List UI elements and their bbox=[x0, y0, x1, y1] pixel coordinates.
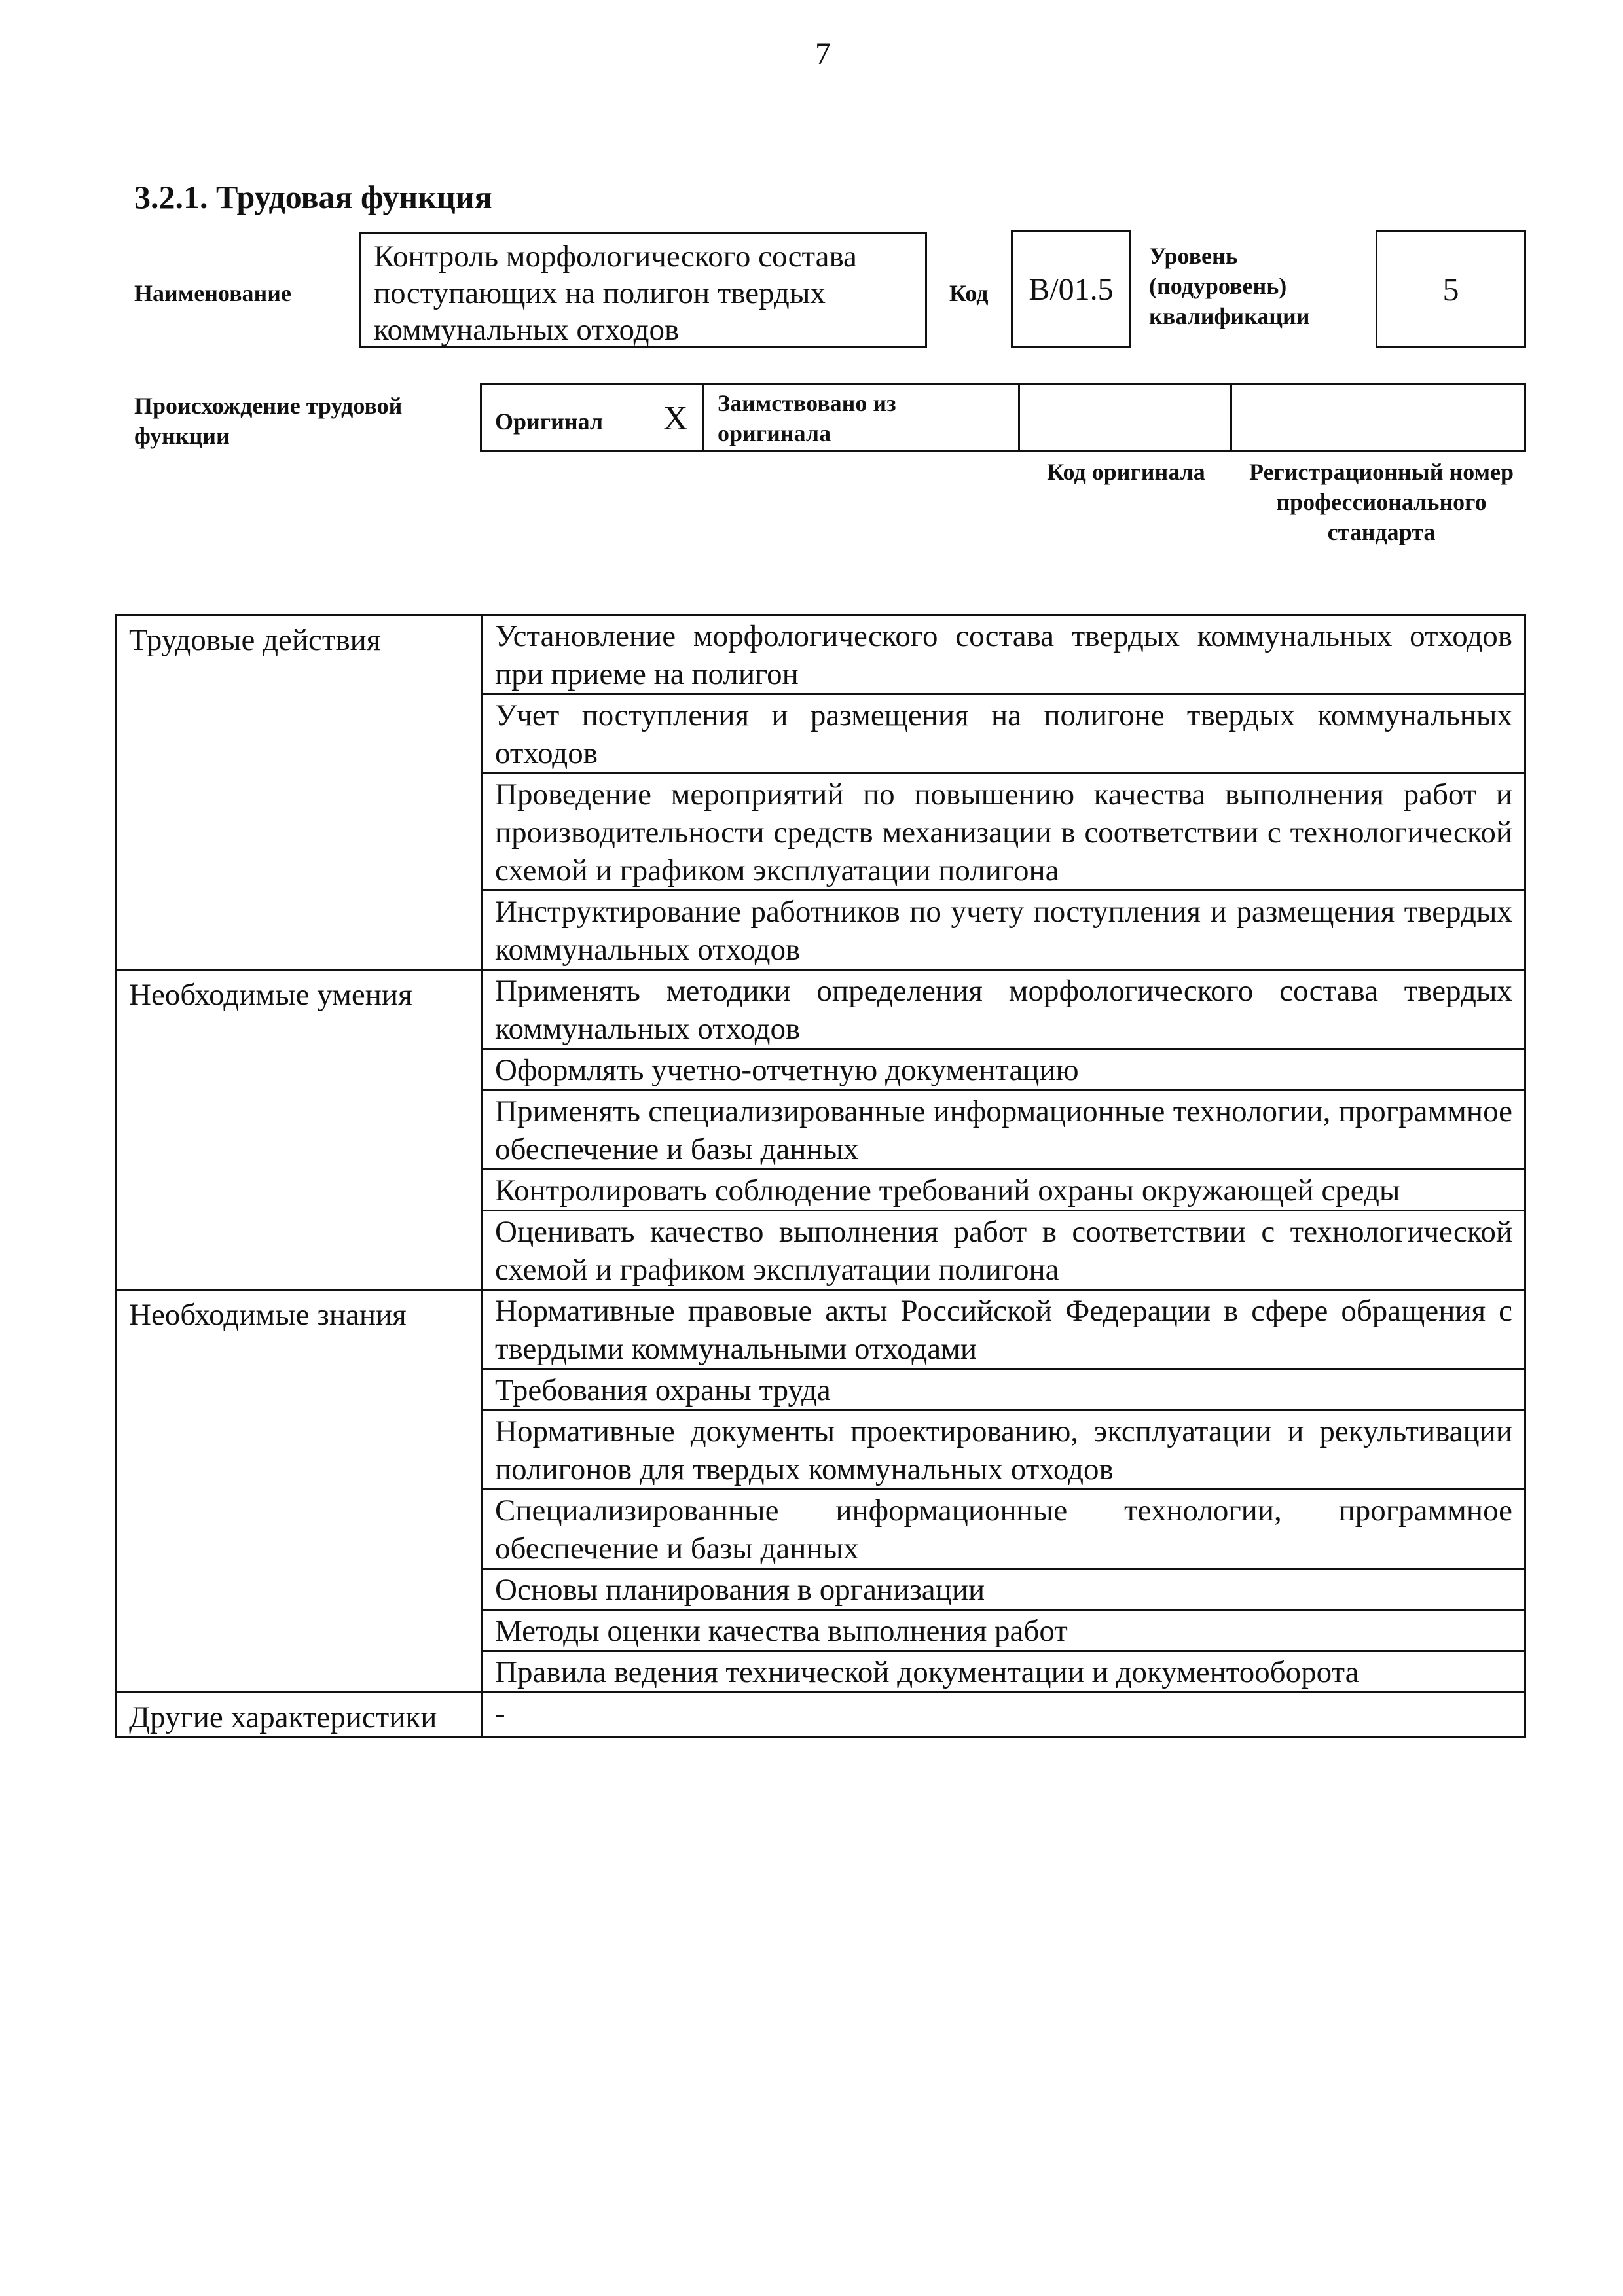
origin-borrowed-cell bbox=[704, 385, 1020, 450]
section-title: 3.2.1. Трудовая функция bbox=[134, 179, 492, 215]
code-value: В/01.5 bbox=[1029, 272, 1114, 307]
table-row bbox=[117, 1693, 1525, 1738]
item-cell: Специализированные информационные технологии, программное обеспечение и базы данных bbox=[483, 1490, 1525, 1569]
item-cell: Применять методики определения морфологического состава твердых коммунальных отходов bbox=[483, 970, 1525, 1049]
item-cell: - bbox=[483, 1693, 1525, 1738]
category-cell: Трудовые действия bbox=[117, 615, 483, 970]
category-cell: Другие характеристики bbox=[117, 1693, 483, 1738]
origin-reg-number-cell bbox=[1232, 385, 1524, 450]
table-row bbox=[117, 1290, 1525, 1369]
name-value-box bbox=[359, 232, 927, 348]
item-cell: Нормативные правовые акты Российской Федерации в сфере обращения с твердыми коммунальными отходами bbox=[483, 1290, 1525, 1369]
table-row bbox=[117, 970, 1525, 1049]
labor-function-table bbox=[115, 614, 1526, 1738]
item-cell: Инструктирование работников по учету поступления и размещения твердых коммунальных отходов bbox=[483, 891, 1525, 970]
item-cell: Проведение мероприятий по повышению качества выполнения работ и производительности средств механизации в соответствии с технологической схемой и графиком эксплуатации полигона bbox=[483, 774, 1525, 891]
code-original-caption: Код оригинала bbox=[1047, 459, 1205, 485]
item-cell: Методы оценки качества выполнения работ bbox=[483, 1610, 1525, 1651]
code-value-box bbox=[1011, 230, 1131, 348]
table-row bbox=[117, 615, 1525, 694]
level-value: 5 bbox=[1442, 271, 1459, 308]
item-cell: Контролировать соблюдение требований охраны окружающей среды bbox=[483, 1170, 1525, 1211]
name-label: Наименование bbox=[134, 280, 291, 306]
category-cell: Необходимые умения bbox=[117, 970, 483, 1290]
item-cell: Учет поступления и размещения на полигоне твердых коммунальных отходов bbox=[483, 694, 1525, 774]
origin-code-cell bbox=[1020, 385, 1232, 450]
item-cell: Основы планирования в организации bbox=[483, 1569, 1525, 1610]
original-label: Оригинал bbox=[495, 408, 604, 435]
code-label: Код bbox=[949, 280, 989, 306]
name-value: Контроль морфологического состава поступающих на полигон твердых коммунальных отходов bbox=[374, 240, 857, 347]
item-cell: Применять специализированные информационные технологии, программное обеспечение и базы данных bbox=[483, 1090, 1525, 1170]
item-cell: Требования охраны труда bbox=[483, 1369, 1525, 1410]
origin-row bbox=[480, 383, 1526, 452]
origin-original-cell bbox=[482, 385, 704, 450]
borrowed-label: Заимствовано из оригинала bbox=[718, 390, 896, 446]
page-number: 7 bbox=[815, 37, 831, 71]
reg-number-caption: Регистрационный номер профессионального стандарта bbox=[1249, 459, 1514, 545]
item-cell: Правила ведения технической документации и документооборота bbox=[483, 1651, 1525, 1693]
item-cell: Установление морфологического состава твердых коммунальных отходов при приеме на полигон bbox=[483, 615, 1525, 694]
category-cell: Необходимые знания bbox=[117, 1290, 483, 1693]
origin-label: Происхождение трудовой функции bbox=[134, 393, 403, 449]
item-cell: Нормативные документы проектированию, эксплуатации и рекультивации полигонов для твердых коммунальных отходов bbox=[483, 1410, 1525, 1490]
item-cell: Оценивать качество выполнения работ в соответствии с технологической схемой и графиком эксплуатации полигона bbox=[483, 1211, 1525, 1290]
original-mark: X bbox=[663, 400, 688, 437]
level-label: Уровень (подуровень) квалификации bbox=[1149, 243, 1310, 329]
level-value-box bbox=[1376, 230, 1526, 348]
item-cell: Оформлять учетно-отчетную документацию bbox=[483, 1049, 1525, 1090]
